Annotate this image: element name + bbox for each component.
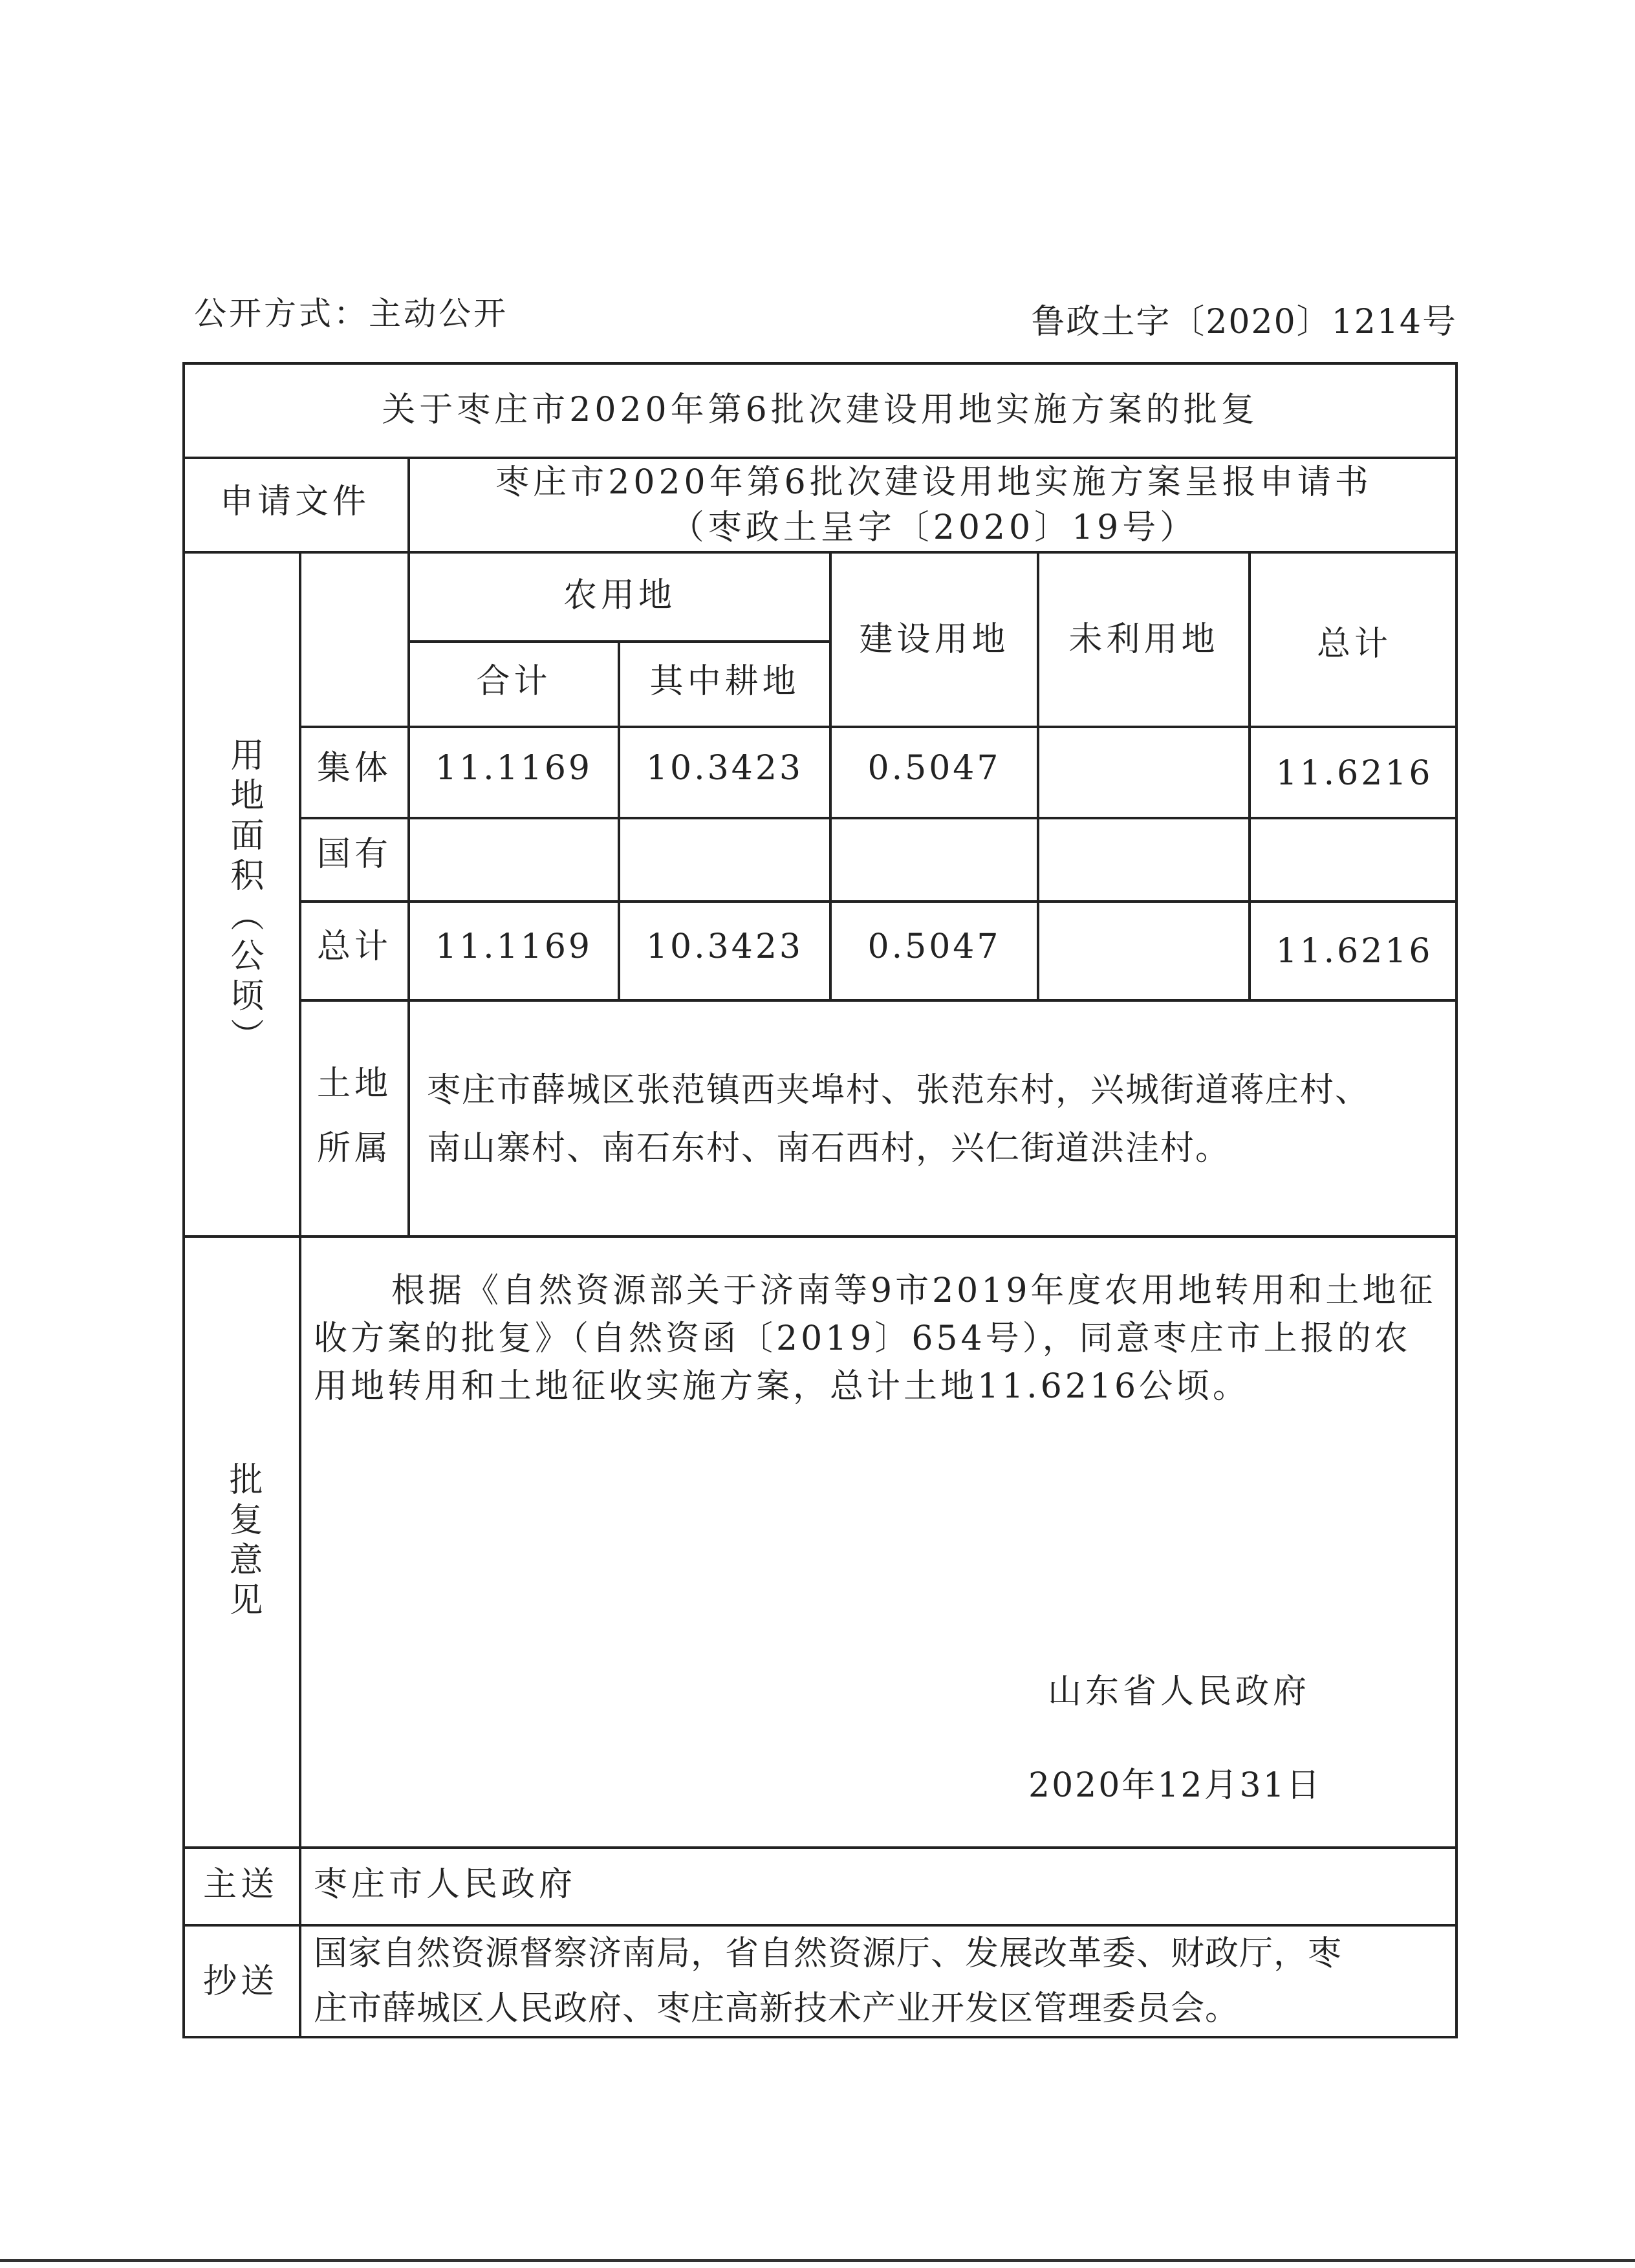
row-total-construction: 0.5047 [867,927,1001,966]
row-collective-construction: 0.5047 [867,749,1001,788]
ownership-line-1: 枣庄市薛城区张范镇西夹埠村、张范东村，兴城街道蒋庄村、 [427,1071,1370,1110]
main-recipient-label: 主送 [202,1865,278,1904]
row-total-label: 总计 [316,927,392,966]
document-title: 关于枣庄市2020年第6批次建设用地实施方案的批复 [382,391,1259,429]
rule-row-label-column [407,551,410,1235]
row-total-arable: 10.3423 [645,927,804,966]
header-total: 总计 [1316,625,1392,664]
rule-row1-bottom [299,817,1458,819]
cc-line-2: 庄市薛城区人民政府、枣庄高新技术产业开发区管理委员会。 [314,1989,1240,2028]
approval-signatory: 山东省人民政府 [1048,1672,1311,1711]
row-collective-label: 集体 [316,749,392,788]
ownership-label-2: 所属 [316,1129,392,1168]
rule-row3-bottom [299,999,1458,1002]
header-arable: 其中耕地 [649,662,800,701]
rule-main-bottom [182,1924,1458,1927]
header-agri-total: 合计 [476,662,552,701]
rule-area-bottom [182,1235,1458,1238]
row-collective-agri-total: 11.1169 [435,749,593,788]
header-unused: 未利用地 [1068,620,1219,659]
application-line-2: （枣政土呈字〔2020〕19号） [670,508,1198,547]
row-state-label: 国有 [316,835,392,874]
ownership-line-2: 南山寨村、南石东村、南石西村，兴仁街道洪洼村。 [427,1129,1231,1168]
application-label: 申请文件 [219,482,370,521]
disclosure-mode: 公开方式：主动公开 [194,295,508,332]
scan-bottom-edge [0,2259,1635,2262]
approval-date: 2020年12月31日 [1028,1766,1322,1805]
header-agri: 农用地 [563,576,676,615]
cc-line-1: 国家自然资源督察济南局，省自然资源厅、发展改革委、财政厅，枣 [314,1934,1343,1973]
document-number: 鲁政土字〔2020〕1214号 [1031,303,1457,341]
cc-label: 抄送 [202,1962,278,2001]
header-construction: 建设用地 [859,620,1010,659]
approval-label: 批复意见 [223,1462,262,1622]
ownership-label-1: 土地 [316,1064,392,1103]
rule-row2-bottom [299,900,1458,903]
main-recipient-value: 枣庄市人民政府 [314,1865,577,1904]
application-line-1: 枣庄市2020年第6批次建设用地实施方案呈报申请书 [495,463,1372,502]
row-total-total: 11.6216 [1275,932,1433,971]
rule-header-bottom [299,726,1458,728]
row-collective-total: 11.6216 [1275,754,1433,793]
rule-approval-bottom [182,1846,1458,1849]
row-total-agri-total: 11.1169 [435,927,593,966]
area-side-label: 用地面积（公顷） [224,737,263,1058]
row-collective-arable: 10.3423 [645,749,804,788]
approval-paragraph: 根据《自然资源部关于济南等9市2019年度农用地转用和土地征收方案的批复》（自然资函〔2019〕654号），同意枣庄市上报的农用地转用和土地征收实施方案，总计土地11.6216公顷。 [314,1271,1436,1406]
